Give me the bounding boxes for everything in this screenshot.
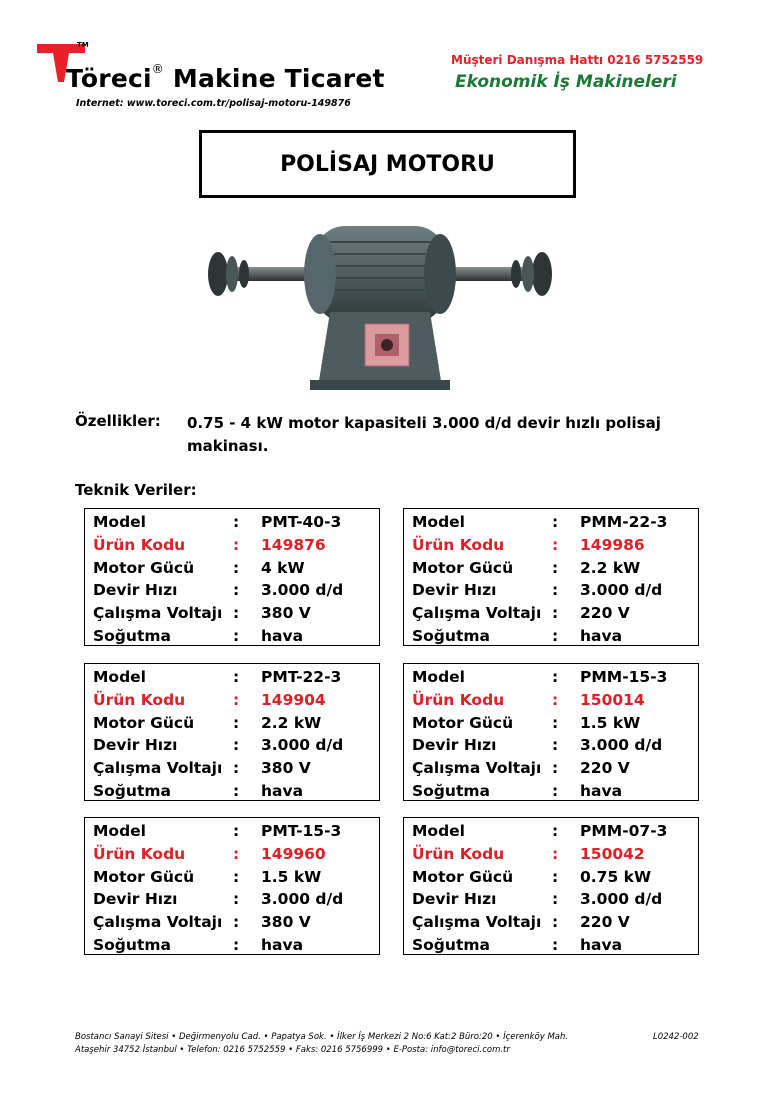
website-url[interactable]: Internet: www.toreci.com.tr/polisaj-motoru-149876 (76, 98, 351, 109)
document-code: L0242-002 (653, 1032, 699, 1042)
spec-card (84, 817, 380, 955)
registered-mark: ® (151, 62, 164, 76)
spec-row-voltage: Çalışma Voltajı : 220 V (412, 913, 630, 932)
spec-row-model: Model : PMM-15-3 (412, 668, 668, 686)
spec-row-power: Motor Gücü : 0.75 kW (412, 867, 652, 886)
spec-row-speed: Devir Hızı : 3.000 d/d (412, 736, 663, 755)
slogan: Ekonomik İş Makineleri (455, 72, 677, 92)
spec-row-voltage: Çalışma Voltajı : 380 V (93, 604, 311, 623)
spec-row-cooling: Soğutma : hava (412, 935, 623, 954)
spec-row-code: Ürün Kodu : 149876 (93, 535, 326, 554)
spec-row-cooling: Soğutma : hava (412, 781, 623, 800)
spec-row-speed: Devir Hızı : 3.000 d/d (93, 736, 344, 755)
features-label: Özellikler: (75, 412, 161, 430)
footer-address: Bostancı Sanayi Sitesi • Değirmenyolu Cad. • Papatya Sok. • İlker İş Merkezi 2 No:6 Kat:2 Büro:20 • İçerenköy Mah. (75, 1032, 569, 1042)
spec-row-voltage: Çalışma Voltajı : 220 V (412, 759, 630, 778)
spec-card (403, 663, 699, 801)
spec-row-speed: Devir Hızı : 3.000 d/d (412, 890, 663, 909)
spec-row-code: Ürün Kodu : 150042 (412, 844, 645, 863)
spec-card (84, 508, 380, 646)
spec-card (403, 508, 699, 646)
spec-row-power: Motor Gücü : 4 kW (93, 558, 305, 577)
spec-card (84, 663, 380, 801)
spec-row-voltage: Çalışma Voltajı : 220 V (412, 604, 630, 623)
spec-row-cooling: Soğutma : hava (93, 626, 304, 645)
spec-row-power: Motor Gücü : 1.5 kW (412, 713, 641, 732)
spec-row-power: Motor Gücü : 2.2 kW (93, 713, 322, 732)
customer-hotline: Müşteri Danışma Hattı 0216 5752559 (451, 53, 704, 67)
spec-row-speed: Devir Hızı : 3.000 d/d (93, 581, 344, 600)
spec-row-cooling: Soğutma : hava (412, 626, 623, 645)
spec-row-voltage: Çalışma Voltajı : 380 V (93, 759, 311, 778)
footer-contact: Ataşehir 34752 İstanbul • Telefon: 0216 5752559 • Faks: 0216 5756999 • E-Posta: info@toreci.com.tr (75, 1045, 510, 1055)
spec-row-model: Model : PMT-40-3 (93, 513, 342, 531)
spec-row-model: Model : PMM-07-3 (412, 822, 668, 840)
technical-data-label: Teknik Veriler: (75, 481, 197, 499)
features-text: 0.75 - 4 kW motor kapasiteli 3.000 d/d devir hızlı polisaj makinası. (187, 414, 661, 455)
polishing-motor-image (180, 212, 580, 392)
trademark-mark: TM (77, 41, 89, 49)
spec-row-power: Motor Gücü : 1.5 kW (93, 867, 322, 886)
spec-row-speed: Devir Hızı : 3.000 d/d (93, 890, 344, 909)
spec-row-cooling: Soğutma : hava (93, 781, 304, 800)
spec-row-code: Ürün Kodu : 149986 (412, 535, 645, 554)
spec-row-code: Ürün Kodu : 149960 (93, 844, 326, 863)
spec-row-model: Model : PMT-15-3 (93, 822, 342, 840)
spec-row-code: Ürün Kodu : 150014 (412, 690, 645, 709)
spec-row-speed: Devir Hızı : 3.000 d/d (412, 581, 663, 600)
spec-row-power: Motor Gücü : 2.2 kW (412, 558, 641, 577)
spec-row-model: Model : PMT-22-3 (93, 668, 342, 686)
spec-row-code: Ürün Kodu : 149904 (93, 690, 326, 709)
spec-row-voltage: Çalışma Voltajı : 380 V (93, 913, 311, 932)
spec-row-model: Model : PMM-22-3 (412, 513, 668, 531)
brand-name: Töreci® Makine Ticaret (66, 62, 385, 93)
spec-row-cooling: Soğutma : hava (93, 935, 304, 954)
spec-card (403, 817, 699, 955)
page-title: POLİSAJ MOTORU (199, 130, 576, 198)
